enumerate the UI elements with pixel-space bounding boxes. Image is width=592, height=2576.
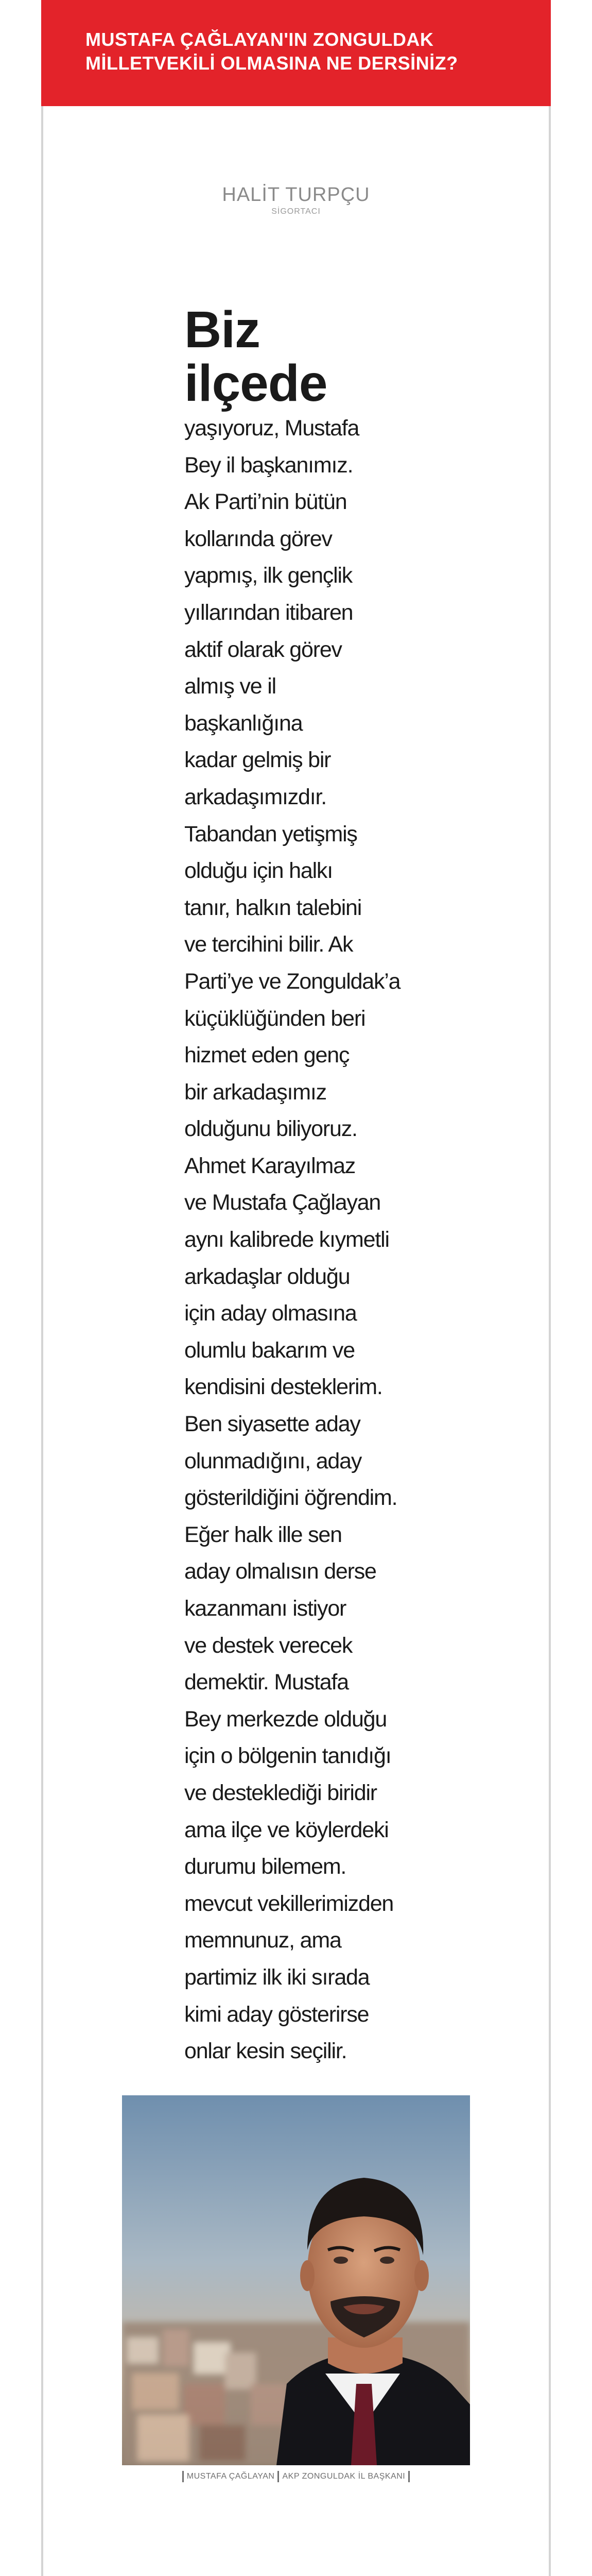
caption-separator xyxy=(182,2471,184,2482)
caption-separator xyxy=(277,2471,279,2482)
author-block xyxy=(43,183,549,216)
article-text: yaşıyoruz, Mustafa Bey il başkanımız. Ak Parti’nin bütün kollarında görev yapmış, ilk gençlik yıllarından itibaren aktif olarak görev almış ve il başkanlığına kadar gelmiş bir arkadaşımızdır. Tabandan yetişmiş olduğu için halkı tanır, halkın talebini ve tercihini bilir. Ak Parti’ye ve Zonguldak’a küçüklüğünden beri hizmet eden genç bir arkadaşımız olduğunu biliyoruz. Ahmet Karayılmaz ve Mustafa Çağlayan aynı kalibrede kıymetli arkadaşlar olduğu için aday olmasına olumlu bakarım ve kendisini desteklerim. Ben siyasette aday olunmadığını, aday gösterildiğini öğrendim. Eğer halk ille sen aday olmalısın derse kazanmanı istiyor ve destek verecek demektir. Mustafa Bey merkezde olduğu için o bölgenin tanıdığı ve desteklediği biridir ama ilçe ve köylerdeki durumu bilemem. mevcut vekillerimizden memnunuz, ama partimiz ilk iki sırada kimi aday gösterirse onlar kesin seçilir. xyxy=(184,416,401,2064)
page-border-right xyxy=(549,106,551,2576)
author-role: SİGORTACI xyxy=(271,207,321,216)
article-body xyxy=(184,303,452,2070)
page-title: MUSTAFA ÇAĞLAYAN'IN ZONGULDAK MİLLETVEKİLİ OLMASINA NE DERSİNİZ? xyxy=(85,29,458,74)
caption-title: AKP ZONGULDAK İL BAŞKANI xyxy=(282,2472,406,2481)
caption-separator xyxy=(408,2471,410,2482)
article-lead: Biz ilçede xyxy=(184,301,327,412)
photo-caption xyxy=(43,2471,549,2482)
caption-name: MUSTAFA ÇAĞLAYAN xyxy=(186,2472,275,2481)
page-border-left xyxy=(41,106,43,2576)
portrait-photo-icon xyxy=(122,2095,470,2465)
author-name: HALİT TURPÇU xyxy=(222,184,370,206)
portrait-photo xyxy=(122,2095,470,2465)
